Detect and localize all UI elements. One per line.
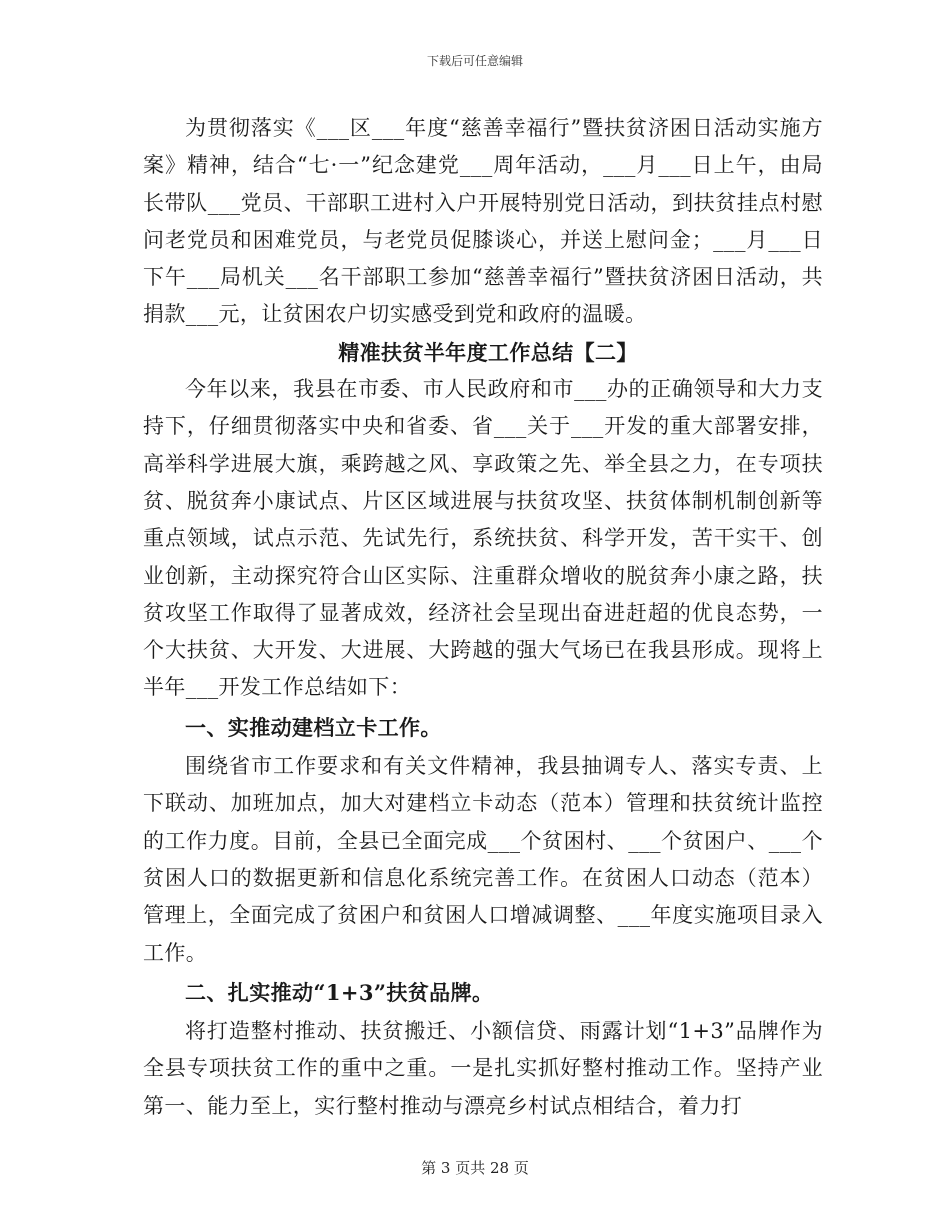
heading-brand-work: 二、扎实推动“1+3”扶贫品牌。 [185,979,494,1005]
document-body [143,110,823,1125]
paragraph-activity-summary: 为贯彻落实《___区___年度“慈善幸福行”暨扶贫济困日活动实施方案》精神，结合“七·一”纪念建党___周年活动，___月___日上午，由局长带队___党员、干部职工进村入户开展特别党日活动，到扶贫挂点村慰问老党员和困难党员，与老党员促膝谈心，并送上慰问金；___月___日下午___局机关___名干部职工参加“慈善幸福行”暨扶贫济困日活动，共捐款___元，让贫困农户切实感受到党和政府的温暖。 [143,116,823,327]
paragraph-archive-work: 围绕省市工作要求和有关文件精神，我县抽调专人、落实专责、上下联动、加班加点，加大对建档立卡动态（范本）管理和扶贫统计监控的工作力度。目前，全县已全面完成___个贫困村、___个贫困户、___个贫困人口的数据更新和信息化系统完善工作。在贫困人口动态（范本）管理上，全面完成了贫困户和贫困人口增减调整、___年度实施项目录入工作。 [143,754,823,965]
section-title: 精准扶贫半年度工作总结【二】 [338,339,638,365]
page-header: 下载后可任意编辑 [426,54,523,68]
page-footer: 第 3 页共 28 页 [421,1159,529,1177]
paragraph-brand-work: 将打造整村推动、扶贫搬迁、小额信贷、雨露计划“1+3”品牌作为全县专项扶贫工作的重中之重。一是扎实抓好整村推动工作。坚持产业第一、能力至上，实行整村推动与漂亮乡村试点相结合，着力打 [143,1019,823,1118]
paragraph-introduction: 今年以来，我县在市委、市人民政府和市___办的正确领导和大力支持下，仔细贯彻落实中央和省委、省___关于___开发的重大部署安排，高举科学进展大旗，乘跨越之风、享政策之先、举全县之力，在专项扶贫、脱贫奔小康试点、片区区域进展与扶贫攻坚、扶贫体制机制创新等重点领域，试点示范、先试先行，系统扶贫、科学开发，苦干实干、创业创新，主动探究符合山区实际、注重群众增收的脱贫奔小康之路，扶贫攻坚工作取得了显著成效，经济社会呈现出奋进赶超的优良态势，一个大扶贫、大开发、大进展、大跨越的强大气场已在我县形成。现将上半年___开发工作总结如下： [143,377,823,700]
heading-archive-work: 一、实推动建档立卡工作。 [185,714,442,740]
